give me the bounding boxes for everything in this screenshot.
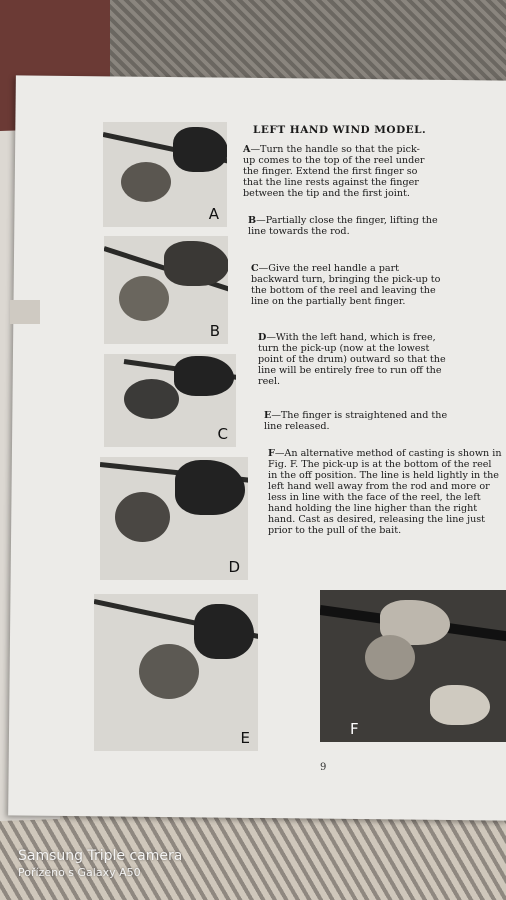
paragraph-c bbox=[251, 263, 443, 307]
page-title: LEFT HAND WIND MODEL. bbox=[253, 124, 427, 136]
figure-label: B bbox=[209, 322, 220, 340]
figure-label: E bbox=[240, 729, 250, 747]
watermark-line-2: Pořízeno s Galaxy A50 bbox=[18, 866, 141, 879]
hand bbox=[175, 460, 245, 515]
figure-c-photo bbox=[104, 354, 236, 447]
camera-watermark bbox=[18, 848, 182, 879]
paragraph-label: E bbox=[264, 410, 272, 421]
figure-f-photo bbox=[320, 590, 506, 742]
paragraph-label: D bbox=[258, 332, 267, 343]
paragraph-e bbox=[264, 410, 464, 432]
figure-label: F bbox=[350, 720, 359, 738]
paragraph-label: B bbox=[248, 215, 257, 226]
reel bbox=[121, 162, 171, 202]
reel bbox=[115, 492, 170, 542]
paragraph-text: —Turn the handle so that the pick-up comes to the top of the reel under the finger. Extend the first finger so that the line rests against the finger between the tip and the first joint. bbox=[243, 144, 425, 199]
reel bbox=[139, 644, 199, 699]
hand bbox=[194, 604, 254, 659]
paragraph-f bbox=[268, 448, 502, 536]
figure-e-photo bbox=[94, 594, 258, 751]
figure-label: D bbox=[228, 558, 240, 576]
paragraph-d bbox=[258, 332, 454, 387]
paragraph-text: —With the left hand, which is free, turn the pick-up (now at the lowest point of the drum) outward so that the line will be entirely free to run off the reel. bbox=[258, 332, 446, 387]
hand bbox=[164, 241, 228, 286]
figure-d-photo bbox=[100, 457, 248, 580]
paragraph-text: —Partially close the finger, lifting the line towards the rod. bbox=[248, 215, 438, 237]
watermark-line-1: Samsung Triple camera bbox=[18, 848, 183, 864]
paragraph-label: F bbox=[268, 448, 275, 459]
reel bbox=[119, 276, 169, 321]
paragraph-b bbox=[248, 215, 438, 237]
paragraph-text: —An alternative method of casting is shown in Fig. F. The pick-up is at the bottom of the reel in the off position. The line is held lightly in the left hand well away from the rod and more or less in line with the face of the reel, the left hand holding the line higher than the right hand. Cast as desired, releasing the line just prior to the pull of the bait. bbox=[268, 448, 502, 536]
paragraph-label: C bbox=[251, 263, 259, 274]
left-hand bbox=[430, 685, 490, 725]
figure-label: C bbox=[217, 425, 228, 443]
figure-label: A bbox=[208, 205, 219, 223]
hand bbox=[173, 127, 227, 172]
page-number: 9 bbox=[320, 762, 327, 773]
reel bbox=[365, 635, 415, 680]
paragraph-a bbox=[243, 144, 431, 199]
paragraph-text: —The finger is straightened and the line released. bbox=[264, 410, 448, 432]
figure-b-photo bbox=[104, 236, 228, 344]
figure-a-photo bbox=[103, 122, 227, 227]
page-fold bbox=[10, 300, 40, 324]
paragraph-text: —Give the reel handle a part backward turn, bringing the pick-up to the bottom of the reel and leaving the line on the partially bent finger. bbox=[251, 263, 441, 307]
reel bbox=[124, 379, 179, 419]
paragraph-label: A bbox=[243, 144, 251, 155]
hand bbox=[174, 356, 234, 396]
